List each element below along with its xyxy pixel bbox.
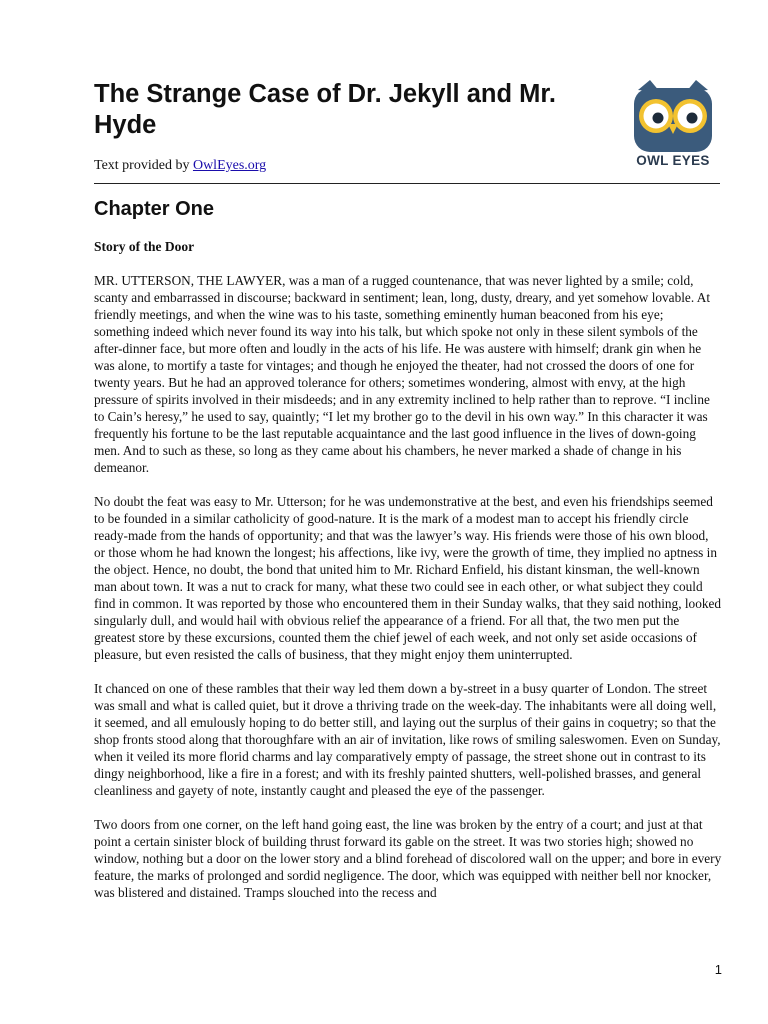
document-title: The Strange Case of Dr. Jekyll and Mr. Hyde [94, 80, 556, 139]
paragraph: It chanced on one of these rambles that their way led them down a by-street in a busy quarter of London. The street was small and what is called quiet, but it drove a thriving trade on the week-day. The inhabitants were all doing well, it seemed, and all emulously hoping to do better still, and laying out the surplus of their gains in coquetry; so that the shop fronts stood along that thoroughfare with an air of invitation, like rows of smiling saleswomen. Even on Sunday, when it veiled its more florid charms and lay comparatively empty of passage, the street shone out in contrast to its dingy neighborhood, like a fire in a forest; and with its freshly painted shutters, well-polished brasses, and general cleanliness and gayety of note, instantly caught and pleased the eye of the passenger. [94, 681, 721, 798]
paragraph: No doubt the feat was easy to Mr. Utterson; for he was undemonstrative at the best, and even his friendships seemed to be founded in a similar catholicity of good-nature. It is the mark of a modest man to accept his friendly circle ready-made from the hands of opportunity; and that was the lawyer’s way. His friends were those of his own blood, or those whom he had known the longest; his affections, like ivy, were the growth of time, they implied no aptness in the object. Hence, no doubt, the bond that united him to Mr. Richard Enfield, his distant kinsman, the well-known man about town. It was a nut to crack for many, what these two could see in each other, or what subject they could find in common. It was reported by those who encountered them in their Sunday walks, that they said nothing, looked singularly dull, and would hail with obvious relief the appearance of a friend. For all that, the two men put the greatest store by these excursions, counted them the chief jewel of each week, and not only set aside occasions of pleasure, but even resisted the calls of business, that they might enjoy them uninterrupted. [94, 494, 722, 662]
chapter-body [94, 272, 722, 918]
header-divider [94, 183, 720, 184]
chapter-subtitle: Story of the Door [94, 239, 195, 254]
source-link[interactable]: OwlEyes.org [192, 158, 267, 173]
paragraph: MR. UTTERSON, THE LAWYER, was a man of a rugged countenance, that was never lighted by a smile; cold, scanty and embarrassed in discourse; backward in sentiment; lean, long, dusty, dreary, and yet somehow lovable. At friendly meetings, and when the wine was to his taste, something eminently human beaconed from his eye; something indeed which never found its way into his talk, but which spoke not only in these silent symbols of the after-dinner face, but more often and loudly in the acts of his life. He was austere with himself; drank gin when he was alone, to mortify a taste for vintages; and though he enjoyed the theater, had not crossed the doors of one for twenty years. But he had an approved tolerance for others; sometimes wondering, almost with envy, at the high pressure of spirits involved in their misdeeds; and in any extremity inclined to help rather than to reprove. “I incline to Cain’s heresy,” he used to say, quaintly; “I let my brother go to the devil in his own way.” In this character it was frequently his fortune to be the last reputable acquaintance and the last good influence in the lives of down-going men. And to such as these, so long as they came about his chambers, he never marked a shade of change in his demeanor. [94, 273, 711, 475]
page-number: 1 [714, 962, 722, 977]
source-credit-prefix: Text provided by [94, 158, 193, 173]
paragraph: Two doors from one corner, on the left hand going east, the line was broken by the entry of a court; and just at that point a certain sinister block of building thrust forward its gable on the street. It was two stories high; showed no window, nothing but a door on the lower story and a blind forehead of discolored wall on the upper; and bore in every feature, the marks of prolonged and sordid negligence. The door, which was equipped with neither bell nor knocker, was blistered and distained. Tramps slouched into the recess and [94, 817, 722, 900]
source-credit [94, 157, 266, 174]
logo-wordmark: OWL EYES [636, 153, 710, 168]
chapter-title: Chapter One [94, 198, 215, 220]
